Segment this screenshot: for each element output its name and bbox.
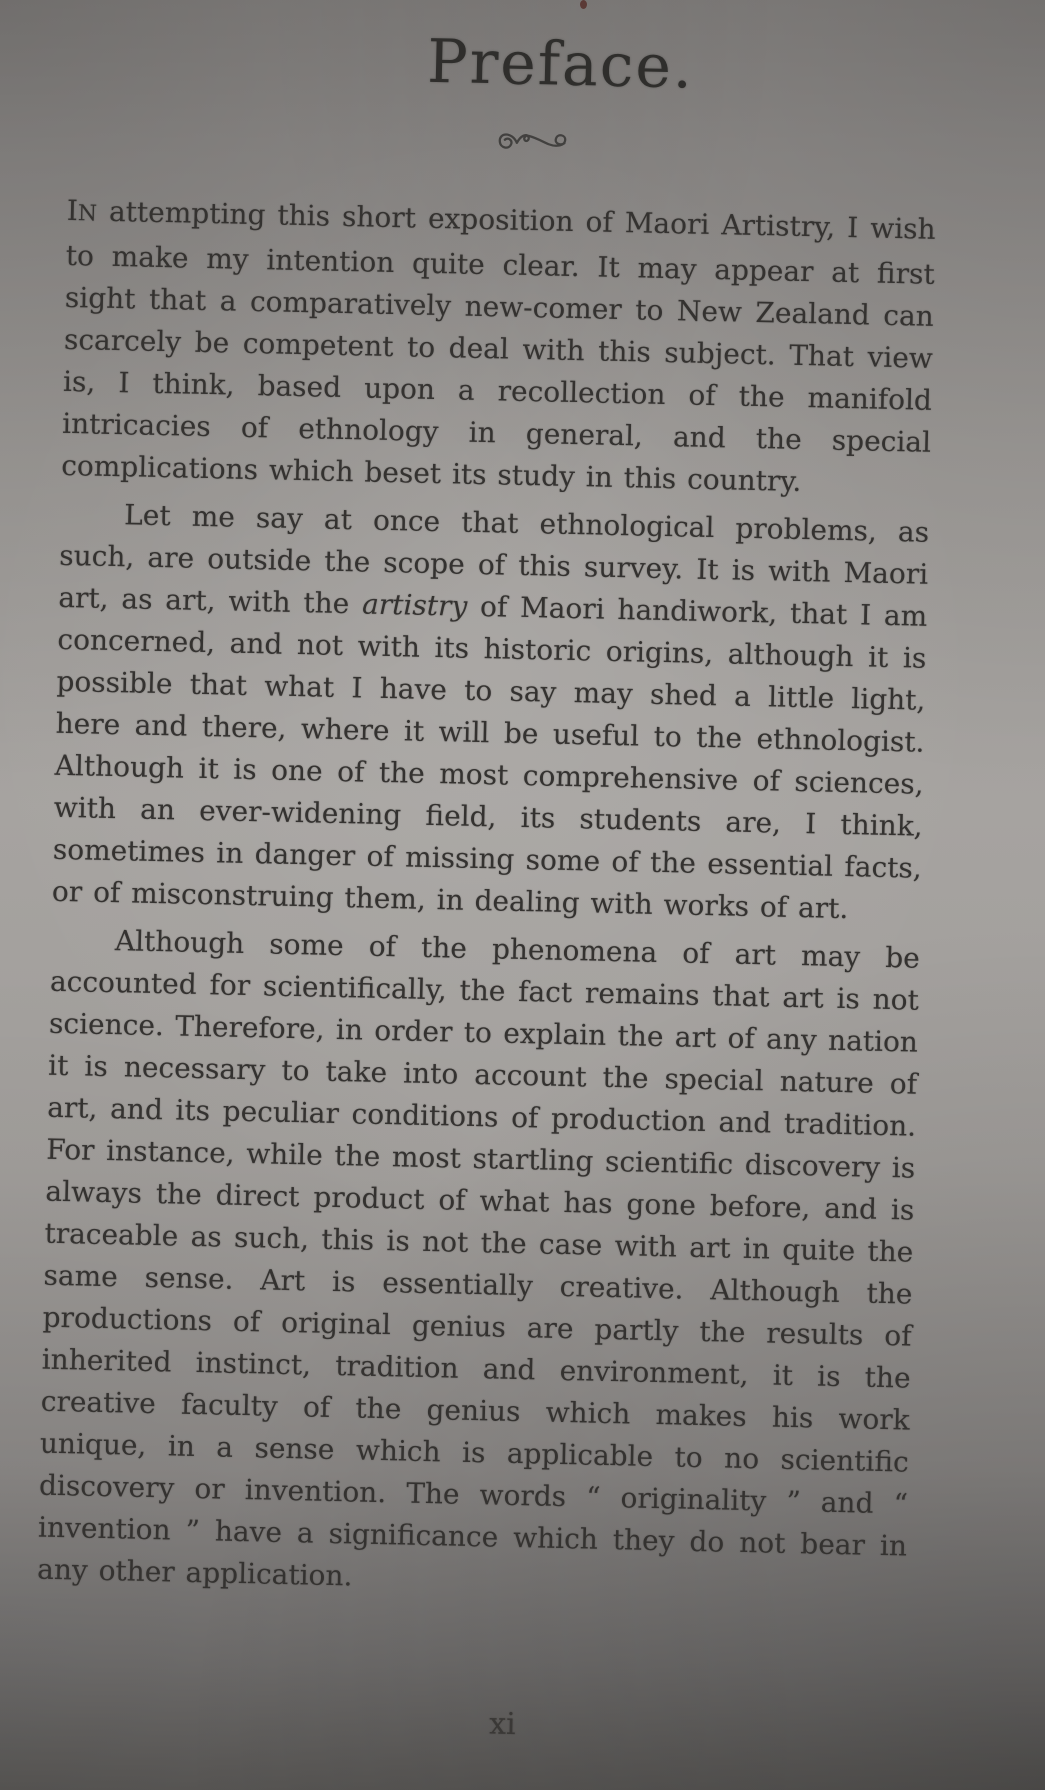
paragraph-1-text: attempting this short exposition of Maori Artistry, I wish to make my intention quite clear. It may appear at first sight that a comparatively new-comer to New Zealand can scarcely be competent to deal with this subject. That view is, I think, based upon a recollection of the manifold intricacies of ethnology in general, and the special complications which beset its study in this country. bbox=[60, 194, 937, 499]
ornament-row bbox=[9, 113, 1045, 174]
paragraph-3 bbox=[37, 919, 920, 1610]
page-title: Preface. bbox=[426, 26, 695, 103]
paragraph-3-text: Although some of the phenomena of art may be accounted for scientifically, the fact remains that art is not science. Therefore, in order to explain the art of any nation it is necessary to take into account the special nature of art, and its peculiar conditions of production and tradition. For instance, while the most startling scientific discovery is always the direct product of what has gone before, and is traceable as such, this is not the case with art in quite the same sense. Art is essentially creative. Although the productions of original genius are partly the results of inherited instinct, tradition and environment, it is the creative faculty of the genius which makes his work unique, in a sense which is applicable to no scientific discovery or invention. The words “ originality ” and “ invention ” have a significance which they do not bear in any other application. bbox=[36, 924, 921, 1593]
paragraph-2-text-after: of Maori handiwork, that I am concerned, and not with its historic origins, although it is possible that what I have to say may shed a little light, here and there, where it will be useful to the ethnologist. Although it is one of the most comprehensive of sciences, with an ever-widening field, its students are, I think, sometimes in danger of missing some of the essential facts, or of misconstruing them, in dealing with works of art. bbox=[51, 589, 928, 926]
paragraph-2-italic-word: artistry bbox=[361, 587, 468, 623]
scroll-flourish-icon bbox=[493, 142, 571, 163]
small-cap-letter: N bbox=[77, 201, 98, 227]
drop-initial: I bbox=[66, 193, 79, 228]
preface-body bbox=[37, 190, 936, 1610]
paragraph-2-text-before: Let me say at once that ethnological problems, as such, are outside the scope of this survey. It is with Maori art, as art, with the bbox=[58, 498, 930, 621]
paragraph-1 bbox=[61, 190, 936, 506]
page-number: xi bbox=[488, 1706, 517, 1743]
paragraph-2 bbox=[52, 493, 930, 932]
